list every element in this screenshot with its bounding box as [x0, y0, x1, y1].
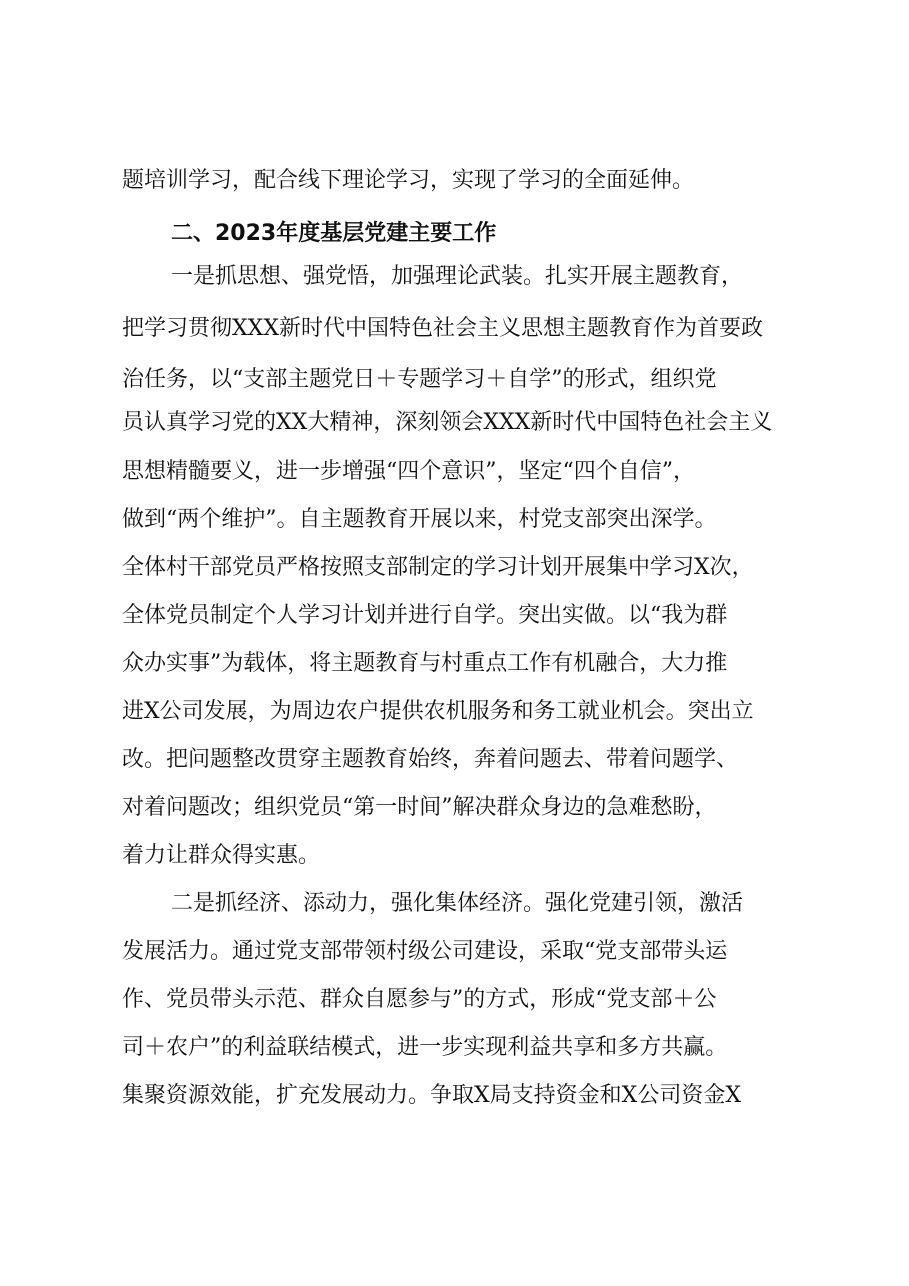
text-line-18: 作、党员带头示范、群众自愿参与”的方式，形成“党支部＋公	[122, 987, 717, 1012]
text-line-13: 改。把问题整改贯穿主题教育始终，奔着问题去、带着问题学、	[122, 747, 739, 772]
text-line-3: 一是抓思想、强党悟，加强理论武装。扎实开展主题教育，	[171, 264, 744, 289]
text-line-15: 着力让群众得实惠。	[122, 843, 321, 868]
text-line-8: 做到“两个维护”。自主题教育开展以来，村党支部突出深学。	[122, 507, 717, 532]
text-line-12: 进X公司发展，为周边农户提供农机服务和务工就业机会。突出立	[122, 699, 754, 724]
text-line-9: 全体村干部党员严格按照支部制定的学习计划开展集中学习X次，	[122, 555, 754, 580]
text-line-11: 众办实事”为载体，将主题教育与村重点工作有机融合，大力推	[122, 651, 728, 676]
text-line-5: 治任务，以“支部主题党日＋专题学习＋自学”的形式，组织党	[122, 367, 717, 392]
text-line-14: 对着问题改；组织党员“第一时间”解决群众身边的急难愁盼，	[122, 795, 717, 820]
section-heading: 二、2023年度基层党建主要工作	[171, 221, 497, 246]
text-line-19: 司＋农户”的利益联结模式，进一步实现利益共享和多方共赢。	[122, 1035, 728, 1060]
text-line-4: 把学习贯彻XXX新时代中国特色社会主义思想主题教育作为首要政	[122, 316, 763, 341]
text-line-16: 二是抓经济、添动力，强化集体经济。强化党建引领，激活	[171, 891, 744, 916]
text-line-20: 集聚资源效能，扩充发展动力。争取X局支持资金和X公司资金X	[122, 1083, 741, 1108]
text-line-1: 题培训学习，配合线下理论学习，实现了学习的全面延伸。	[122, 168, 695, 193]
text-line-7: 思想精髓要义，进一步增强“四个意识”，坚定“四个自信”，	[122, 459, 695, 484]
text-line-10: 全体党员制定个人学习计划并进行自学。突出实做。以“我为群	[122, 603, 728, 628]
text-line-6: 员认真学习党的XX大精神，深刻领会XXX新时代中国特色社会主义	[122, 410, 773, 435]
text-line-17: 发展活力。通过党支部带领村级公司建设，采取“党支部带头运	[122, 939, 728, 964]
